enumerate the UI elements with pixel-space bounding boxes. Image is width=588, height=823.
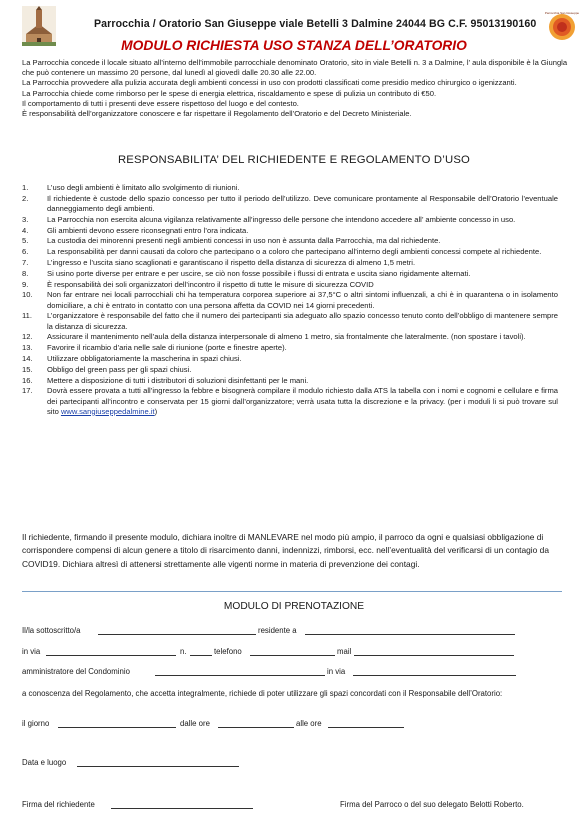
intro-paragraph: Il comportamento di tutti i presenti deve essere rispettoso del luogo e del contesto. [22,98,299,108]
header-org-line: Parrocchia / Oratorio San Giuseppe viale Betelli 3 Dalmine 24044 BG C.F. 95013190160 [94,18,537,30]
rule-text-part: Dovrà essere provata a tutti all’ingresso la febbre e bisognerà compilare il modulo richiesto dalla ATS la tabella con i nomi e cognomi e cellulare e firma dei partecipanti all’incontro e conservata per 15 giorni dall’organizzatore; verrà usata tutta la discrezione e la privacy. (per i moduli li si può trovare sul sito [47,386,558,416]
street-field[interactable] [46,655,176,656]
admin-label: amministratore del Condominio [22,667,130,676]
acknowledge-text: a conoscenza del Regolamento, che accetta integralmente, richiede di poter utilizzare gli spazi concordati con il Responsabile dell’Oratorio: [22,689,503,698]
rule-text: La Parrocchia non esercita alcuna vigilanza relativamente all’ingresso delle persone che intendono accedere all’ ambiente concesso in uso. [47,214,516,224]
intro-paragraph: La Parrocchia chiede come rimborso per le spese di energia elettrica, riscaldamento e spese di pulizia un contributo di €50. [22,88,437,98]
rule-item [22,215,558,225]
phone-label: telefono [214,647,242,656]
date-place-field[interactable] [77,766,239,767]
rule-text: Obbligo del green pass per gli spazi chiusi. [47,364,192,374]
rule-text: La responsabilità per danni causati da coloro che partecipano o a coloro che partecipano all’interno degli ambienti concessi compete al richiedente. [47,247,542,257]
rule-number: 14. [22,353,33,363]
from-label: dalle ore [180,719,210,728]
rule-item [22,226,558,236]
rule-number: 3. [22,214,29,224]
rule-text: Mettere a disposizione di tutti i distributori di soluzioni disinfettanti per le mani. [47,375,309,385]
from-time-field[interactable] [218,727,294,728]
priest-signature-label: Firma del Parroco o del suo delegato Belotti Roberto. [340,800,524,809]
rule-item [22,258,558,268]
rule-item [22,280,558,290]
rule-number: 17. [22,386,33,396]
rule-number: 11. [22,311,32,321]
day-label: il giorno [22,719,50,728]
rule-text [47,386,558,417]
to-time-field[interactable] [328,727,404,728]
intro-paragraph: La Parrocchia provvedere alla pulizia accurata degli ambienti concessi in uso con prodotti classificati come presidio medico chirurgico o igenizzanti. [22,78,517,88]
rule-number: 10. [22,290,33,300]
rule-item [22,236,558,246]
rule-item [22,247,558,257]
rule-text: Non far entrare nei locali parrocchiali chi ha temperatura corporea superiore ai 37,5°C o altri sintomi influenzali, a chi è in quarantena o in isolamento domiciliare, a chi è entrato in contatto con una persona affetta da COVID nei 14 giorni precedenti. [47,290,558,310]
rule-text: Gli ambienti devono essere riconsegnati entro l’ora indicata. [47,225,249,235]
rule-text: Si usino porte diverse per entrare e per uscire, se ciò non fosse possibile i flussi di entrata e uscita siano rigidamente alternati. [47,268,471,278]
document-title: MODULO RICHIESTA USO STANZA DELL’ORATORIO [121,38,467,53]
rules-list [22,183,558,418]
rule-text-part: ) [154,406,158,416]
rule-text: Assicurare il mantenimento nell’aula della distanza interpersonale di almeno 1 metro, sia frontalmente che lateralmente. (non spostare i tavoli). [47,332,526,342]
rules-heading: RESPONSABILITA’ DEL RICHIEDENTE E REGOLAMENTO D’USO [117,154,471,166]
rule-number: 7. [22,257,29,267]
mail-field[interactable] [354,655,514,656]
rule-number: 9. [22,279,29,289]
date-place-label: Data e luogo [22,758,67,767]
number-field[interactable] [190,655,212,656]
booking-heading: MODULO DI PRENOTAZIONE [223,601,365,612]
rule-item [22,332,558,342]
signer-name-field[interactable] [98,634,256,635]
admin-street-field[interactable] [353,675,516,676]
rule-text: È responsabilità dei soli organizzatori dell’incontro il rispetto di tutte le misure di sicurezza COVID [47,279,374,289]
rule-text: L’ingresso e l’uscita siano scaglionati e garantiscano il rispetto della distanza di sicurezza di almeno 1,5 metri. [47,257,416,267]
street-label: in via [22,647,41,656]
rule-text: Il richiedente è custode dello spazio concesso per tutto il periodo dell’utilizzo. Deve comunicare prontamente al Responsabile dell’Oratorio l’eventuale danneggiamento degli ambienti. [47,193,558,213]
phone-field[interactable] [250,655,335,656]
rule-item [22,183,558,193]
rule-item [22,343,558,353]
rule-text: La custodia dei minorenni presenti negli ambienti concessi in uso non è assunta dalla Parrocchia, ma dal richiedente. [47,236,441,246]
rule-item [22,194,558,214]
intro-paragraph: La Parrocchia concede il locale situato all’interno dell’immobile parrocchiale denominato Oratorio, sito in viale Betelli n. 3 a Dalmine, l’ aula disponibile è la Giungla che può contenere un massimo 20 persone, dal lunedì al giovedì dalle 20.30 alle 22.00. [22,58,568,78]
rule-number: 6. [22,247,29,257]
rule-text: L’uso degli ambienti è limitato allo svolgimento di riunioni. [47,183,240,192]
rule-item [22,290,558,310]
admin-street-label: in via [327,667,346,676]
number-label: n. [180,647,187,656]
rule-text: L’organizzatore è responsabile del fatto che il numero dei partecipanti sia adeguato allo spazio concesso tenuto conto dell’obbligo di mantenere sempre la distanza di sicurezza. [47,311,558,331]
rule-item [22,354,558,364]
rule-item [22,386,558,417]
declaration-text: Il richiedente, firmando il presente modulo, dichiara inoltre di MANLEVARE nel modo più ampio, il parroco da ogni e qualsiasi obbligazione di corrispondere compensi di alcun genere a titolo di risarcimento danni, indennizzi, rimborsi, ecc. nell’eventualità del verificarsi di un contagio da COVID19. Dichiara altresì di attenersi strettamente alle vigenti norme in materia di prevenzione dei contagi. [22,532,549,569]
rule-item [22,376,558,386]
intro-text [22,58,570,119]
admin-field[interactable] [155,675,325,676]
rule-number: 15. [22,364,33,374]
rule-text: Favorire il ricambio d’aria nelle sale di riunione (porte e finestre aperte). [47,343,287,353]
svg-text:Parrocchia San Giuseppe: Parrocchia San Giuseppe [545,11,579,15]
residence-label: residente a [258,626,297,635]
rule-number: 5. [22,236,29,246]
rule-number: 12. [22,332,33,342]
applicant-signature-field[interactable] [111,808,253,809]
rule-item [22,311,558,331]
applicant-signature-label: Firma del richiedente [22,800,95,809]
rule-item [22,269,558,279]
rule-number: 2. [22,193,29,203]
website-link[interactable]: www.sangiuseppedalmine.it [60,406,155,416]
rule-number: 4. [22,225,29,235]
day-field[interactable] [58,727,176,728]
mail-label: mail [337,647,352,656]
intro-paragraph: È responsabilità dell’organizzatore conoscere e far rispettare il Regolamento dell’Oratorio e del Decreto Ministeriale. [22,109,412,119]
rule-number: 8. [22,268,29,278]
rule-number: 16. [22,375,33,385]
rule-number: 13. [22,343,33,353]
residence-field[interactable] [305,634,515,635]
rule-item [22,365,558,375]
to-label: alle ore [296,719,322,728]
section-divider [22,591,562,592]
signer-label: Il/la sottoscritto/a [22,626,81,635]
rule-text: Utilizzare obbligatoriamente la mascherina in spazi chiusi. [47,353,242,363]
rule-number: 1. [22,183,29,192]
